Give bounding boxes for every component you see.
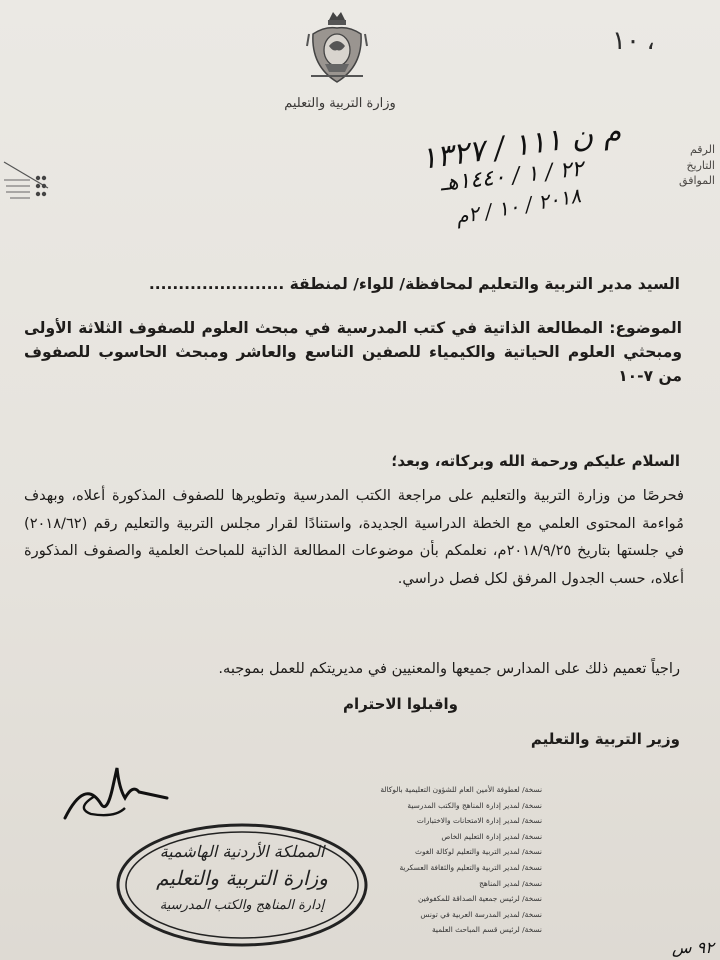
signature-icon xyxy=(55,748,175,828)
royal-emblem-icon xyxy=(305,6,369,88)
seal-line-ministry: وزارة التربية والتعليم xyxy=(156,866,328,890)
cc-item: نسخة/ لمدير إدارة التعليم الخاص xyxy=(441,831,542,841)
request-line: راجياً تعميم ذلك على المدارس جميعها والمعنيين في مديريتكم للعمل بموجبه. xyxy=(218,660,680,677)
date-label: التاريخ xyxy=(686,158,715,172)
cc-item: نسخة/ لمدير المدرسة العربية في تونس xyxy=(420,909,542,919)
reference-labels xyxy=(655,142,715,189)
minister-title: وزير التربية والتعليم xyxy=(530,730,680,748)
corner-mark: ١٠ ، xyxy=(612,26,655,55)
cc-item: نسخة/ لعطوفة الأمين العام للشؤون التعليمية بالوكالة xyxy=(380,785,542,794)
cc-item: نسخة/ لمدير التربية والتعليم لوكالة الغوث xyxy=(415,847,542,857)
handwritten-reference-number: م ن ١١١ / ١٣٢٧ xyxy=(418,114,624,177)
cc-item: نسخة/ لمدير المناهج xyxy=(479,878,542,888)
handwritten-gregorian-date: ٢٠١٨ / ١٠ / ٢م xyxy=(453,183,583,229)
closing-line: واقبلوا الاحترام xyxy=(342,695,458,713)
subject-block: الموضوع: المطالعة الذاتية في كتب المدرسية في مبحث العلوم للصفوف الثلاثة الأولى ومبحثي العلوم الحياتية والكيمياء للصفين التاسع والعاشر ومبحث الحاسوب للصفوف من ٧-١٠ xyxy=(24,319,682,385)
cc-list xyxy=(282,782,542,938)
ministry-name: وزارة التربية والتعليم xyxy=(284,96,396,111)
handwritten-footnote: ٩٢ س xyxy=(672,938,714,957)
cc-item: نسخة/ لمدير إدارة الامتحانات والاختبارات xyxy=(416,816,542,826)
corresponding-label: الموافق xyxy=(679,174,715,187)
cc-item: نسخة/ لرئيس جمعية الصداقة للمكفوفين xyxy=(417,894,542,904)
seal-line-kingdom: المملكة الأردنية الهاشمية xyxy=(159,842,325,861)
cc-item: نسخة/ لمدير إدارة المناهج والكتب المدرسية xyxy=(407,800,542,810)
body-paragraph: فحرصًا من وزارة التربية والتعليم على مراجعة الكتب المدرسية وتطويرها للصفوف المذكورة أعلاه، وبهدف مُواءمة المحتوى العلمي مع الخطة الدراسية الجديدة، واستنادًا لقرار مجلس التربية والتعليم رقم (٢٠١٨/٦٢) في جلستها بتاريخ ٢٠١٨/٩/٢٥م، نعلمكم بأن موضوعات المطالعة الذاتية للمباحث العلمية والصفوف المذكورة أعلاه، حسب الجدول المرفق لكل فصل دراسي. xyxy=(24,487,684,587)
side-stamp-icon xyxy=(0,158,52,218)
handwritten-hijri-date: ٢٢ / ١ / ١٤٤٠هـ xyxy=(439,156,585,197)
cc-item: نسخة/ لمدير التربية والتعليم والثقافة العسكرية xyxy=(399,862,542,872)
seal-line-department: إدارة المناهج والكتب المدرسية xyxy=(159,898,325,913)
cc-item: نسخة/ لرئيس قسم المباحث العلمية xyxy=(431,925,542,935)
greeting-line: السلام عليكم ورحمة الله وبركاته، وبعد؛ xyxy=(391,452,680,470)
number-label: الرقم xyxy=(689,143,715,156)
addressee-line: السيد مدير التربية والتعليم لمحافظة/ للواء/ لمنطقة ....................... xyxy=(148,275,680,293)
